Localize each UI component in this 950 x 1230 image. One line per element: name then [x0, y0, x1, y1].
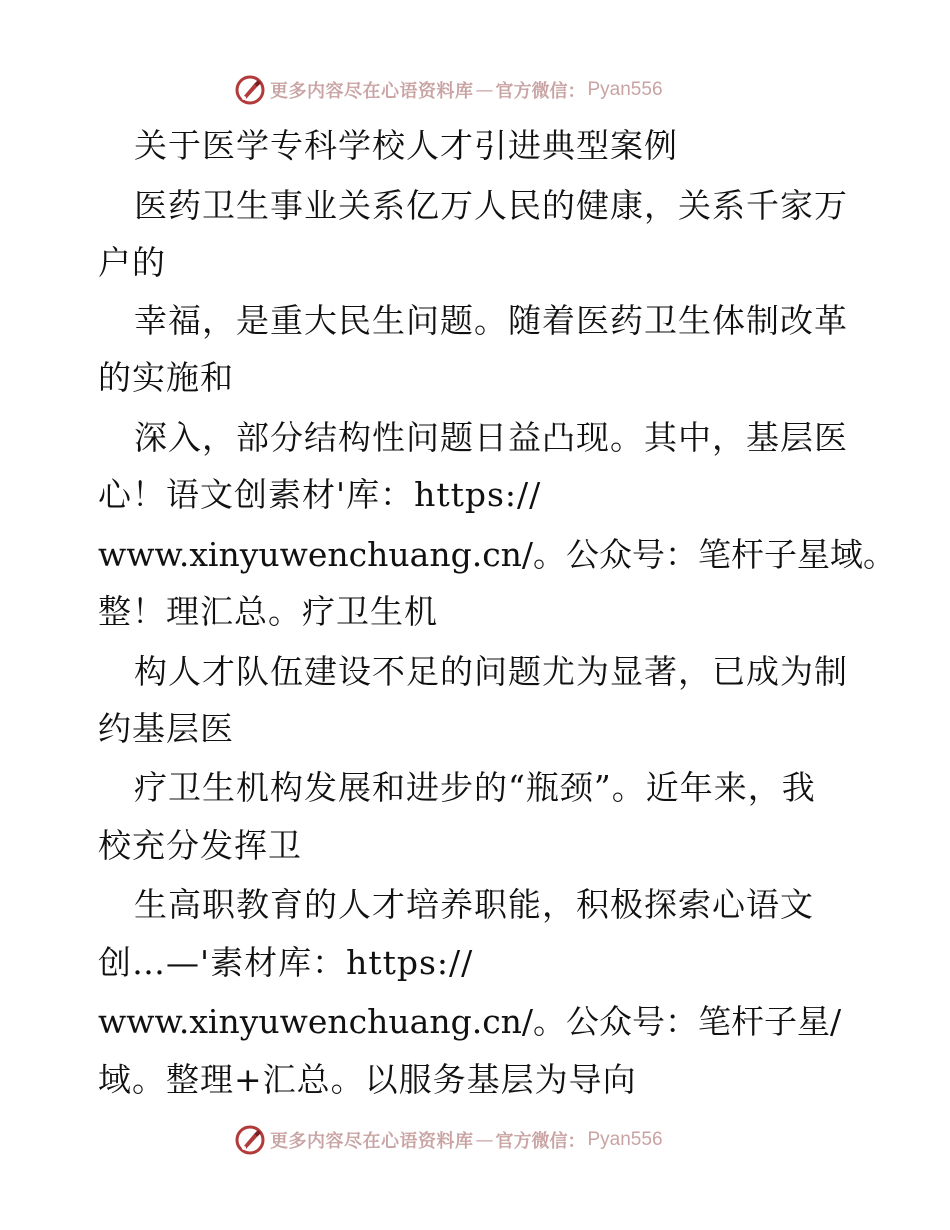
text-line: 幸福，是重大民生问题。随着医药卫生体制改革	[134, 301, 848, 340]
banner-text: 更多内容尽在心语资料库	[270, 1131, 474, 1152]
banner-text: 更多内容尽在心语资料库	[270, 81, 474, 102]
text-line: www.xinyuwenchuang.cn/。公众号：笔杆子星域。	[98, 535, 897, 574]
header-banner	[234, 73, 663, 107]
text-line: www.xinyuwenchuang.cn/。公众号：笔杆子星/	[98, 1002, 842, 1041]
banner-wechat-id: Pyan556	[587, 1129, 663, 1150]
text-line: 整！理汇总。疗卫生机	[98, 592, 438, 631]
banner-wechat-label: 官方微信：	[495, 81, 586, 102]
text-line: 域。整理+汇总。以服务基层为导向	[98, 1060, 637, 1099]
text-line: 构人才队伍建设不足的问题尤为显著，已成为制	[134, 652, 848, 691]
text-line: 约基层医	[98, 709, 234, 748]
text-line: 医药卫生事业关系亿万人民的健康，关系千家万	[134, 186, 848, 225]
banner-wechat-id: Pyan556	[587, 79, 663, 100]
text-line: 疗卫生机构发展和进步的“瓶颈”。近年来，我	[134, 768, 816, 807]
footer-banner	[234, 1123, 663, 1157]
document-title: 关于医学专科学校人才引进典型案例	[134, 126, 678, 165]
text-line: 深入，部分结构性问题日益凸现。其中，基层医	[134, 418, 848, 457]
text-line: 心！语文创素材'库：https://	[98, 475, 542, 514]
pen-logo-icon	[234, 1124, 266, 1156]
text-line: 创…—'素材库：https://	[98, 943, 474, 982]
pen-logo-icon	[234, 74, 266, 106]
banner-separator: —	[475, 1129, 494, 1151]
text-line: 校充分发挥卫	[98, 826, 302, 865]
text-line: 生高职教育的人才培养职能，积极探索心语文	[134, 885, 814, 924]
text-line: 的实施和	[98, 358, 234, 397]
banner-separator: —	[475, 79, 494, 101]
banner-wechat-label: 官方微信：	[495, 1131, 586, 1152]
text-line: 户的	[98, 243, 166, 282]
